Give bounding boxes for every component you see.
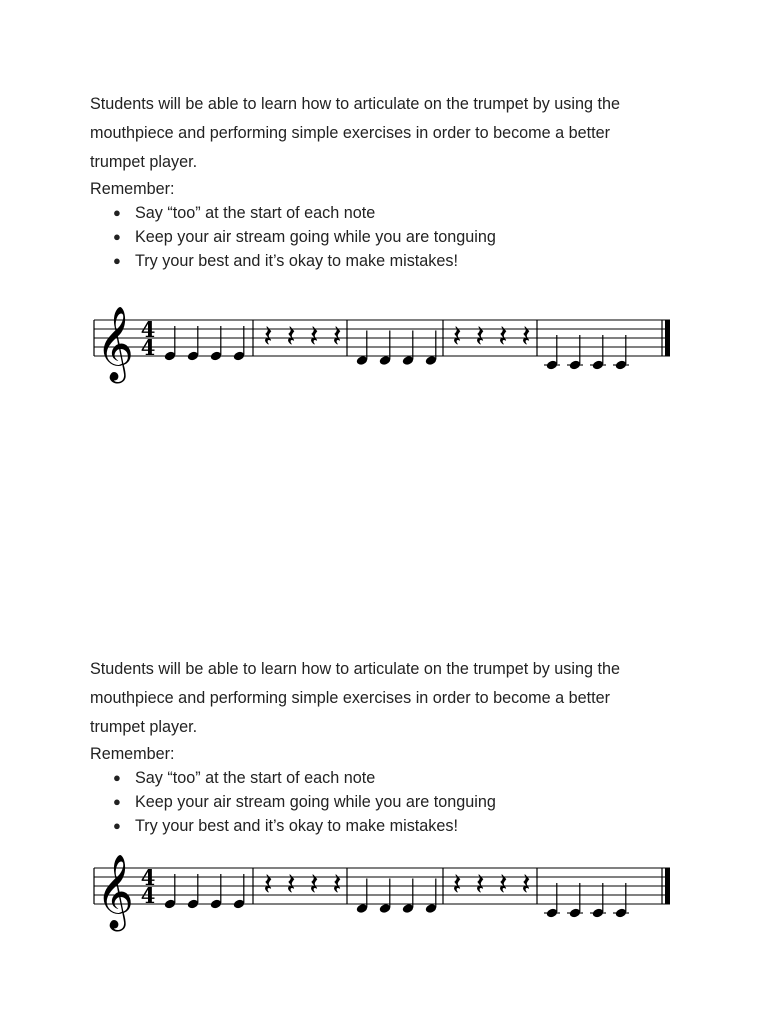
paragraph-line: mouthpiece and performing simple exercises in order to become a better (90, 124, 611, 142)
objective-paragraph (90, 655, 690, 742)
quarter-rest-icon: 𝄽 (498, 867, 508, 903)
paragraph-line: mouthpiece and performing simple exercises in order to become a better (90, 689, 611, 707)
quarter-rest-icon: 𝄽 (286, 867, 296, 903)
list-item (90, 814, 690, 838)
music-staff-2 (92, 848, 672, 928)
paragraph-line: trumpet player. (90, 718, 198, 736)
quarter-rest-icon: 𝄽 (475, 867, 485, 903)
list-item-text: Say “too” at the start of each note (135, 204, 376, 222)
bullet-icon: ● (113, 794, 121, 809)
paragraph-line: Students will be able to learn how to articulate on the trumpet by using the (90, 95, 621, 113)
tips-list (90, 201, 690, 273)
time-signature-bottom: 4 (140, 335, 156, 360)
time-signature-top: 4 (140, 317, 156, 342)
list-item (90, 225, 690, 249)
quarter-rest-icon: 𝄽 (498, 319, 508, 355)
treble-clef-icon: 𝄞 (96, 307, 134, 381)
music-staff-1 (92, 300, 672, 380)
time-signature-bottom: 4 (140, 883, 156, 908)
treble-clef-icon: 𝄞 (96, 855, 134, 929)
list-item-text: Say “too” at the start of each note (135, 769, 376, 787)
paragraph-line: trumpet player. (90, 153, 198, 171)
list-item (90, 249, 690, 273)
tips-list (90, 766, 690, 838)
bullet-icon: ● (113, 229, 121, 244)
quarter-rest-icon: 𝄽 (475, 319, 485, 355)
time-signature-top: 4 (140, 865, 156, 890)
list-item (90, 790, 690, 814)
quarter-rest-icon: 𝄽 (452, 319, 462, 355)
list-item (90, 766, 690, 790)
quarter-rest-icon: 𝄽 (263, 319, 273, 355)
list-item-text: Try your best and it’s okay to make mistakes! (135, 252, 458, 270)
bullet-icon: ● (113, 818, 121, 833)
quarter-rest-icon: 𝄽 (332, 319, 342, 355)
quarter-rest-icon: 𝄽 (309, 319, 319, 355)
final-barline-thick (665, 320, 670, 356)
exercise-section-1 (90, 90, 690, 273)
list-item-text: Try your best and it’s okay to make mistakes! (135, 817, 458, 835)
quarter-rest-icon: 𝄽 (521, 867, 531, 903)
exercise-section-2 (90, 655, 690, 838)
bullet-icon: ● (113, 253, 121, 268)
bullet-icon: ● (113, 770, 121, 785)
quarter-rest-icon: 𝄽 (521, 319, 531, 355)
paragraph-line: Students will be able to learn how to articulate on the trumpet by using the (90, 660, 621, 678)
final-barline-thick (665, 868, 670, 904)
quarter-rest-icon: 𝄽 (263, 867, 273, 903)
quarter-rest-icon: 𝄽 (286, 319, 296, 355)
list-item (90, 201, 690, 225)
quarter-rest-icon: 𝄽 (332, 867, 342, 903)
bullet-icon: ● (113, 205, 121, 220)
quarter-rest-icon: 𝄽 (309, 867, 319, 903)
list-item-text: Keep your air stream going while you are tonguing (135, 228, 496, 246)
quarter-rest-icon: 𝄽 (452, 867, 462, 903)
remember-label: Remember: (90, 745, 175, 763)
list-item-text: Keep your air stream going while you are tonguing (135, 793, 496, 811)
objective-paragraph (90, 90, 690, 177)
remember-label: Remember: (90, 180, 175, 198)
